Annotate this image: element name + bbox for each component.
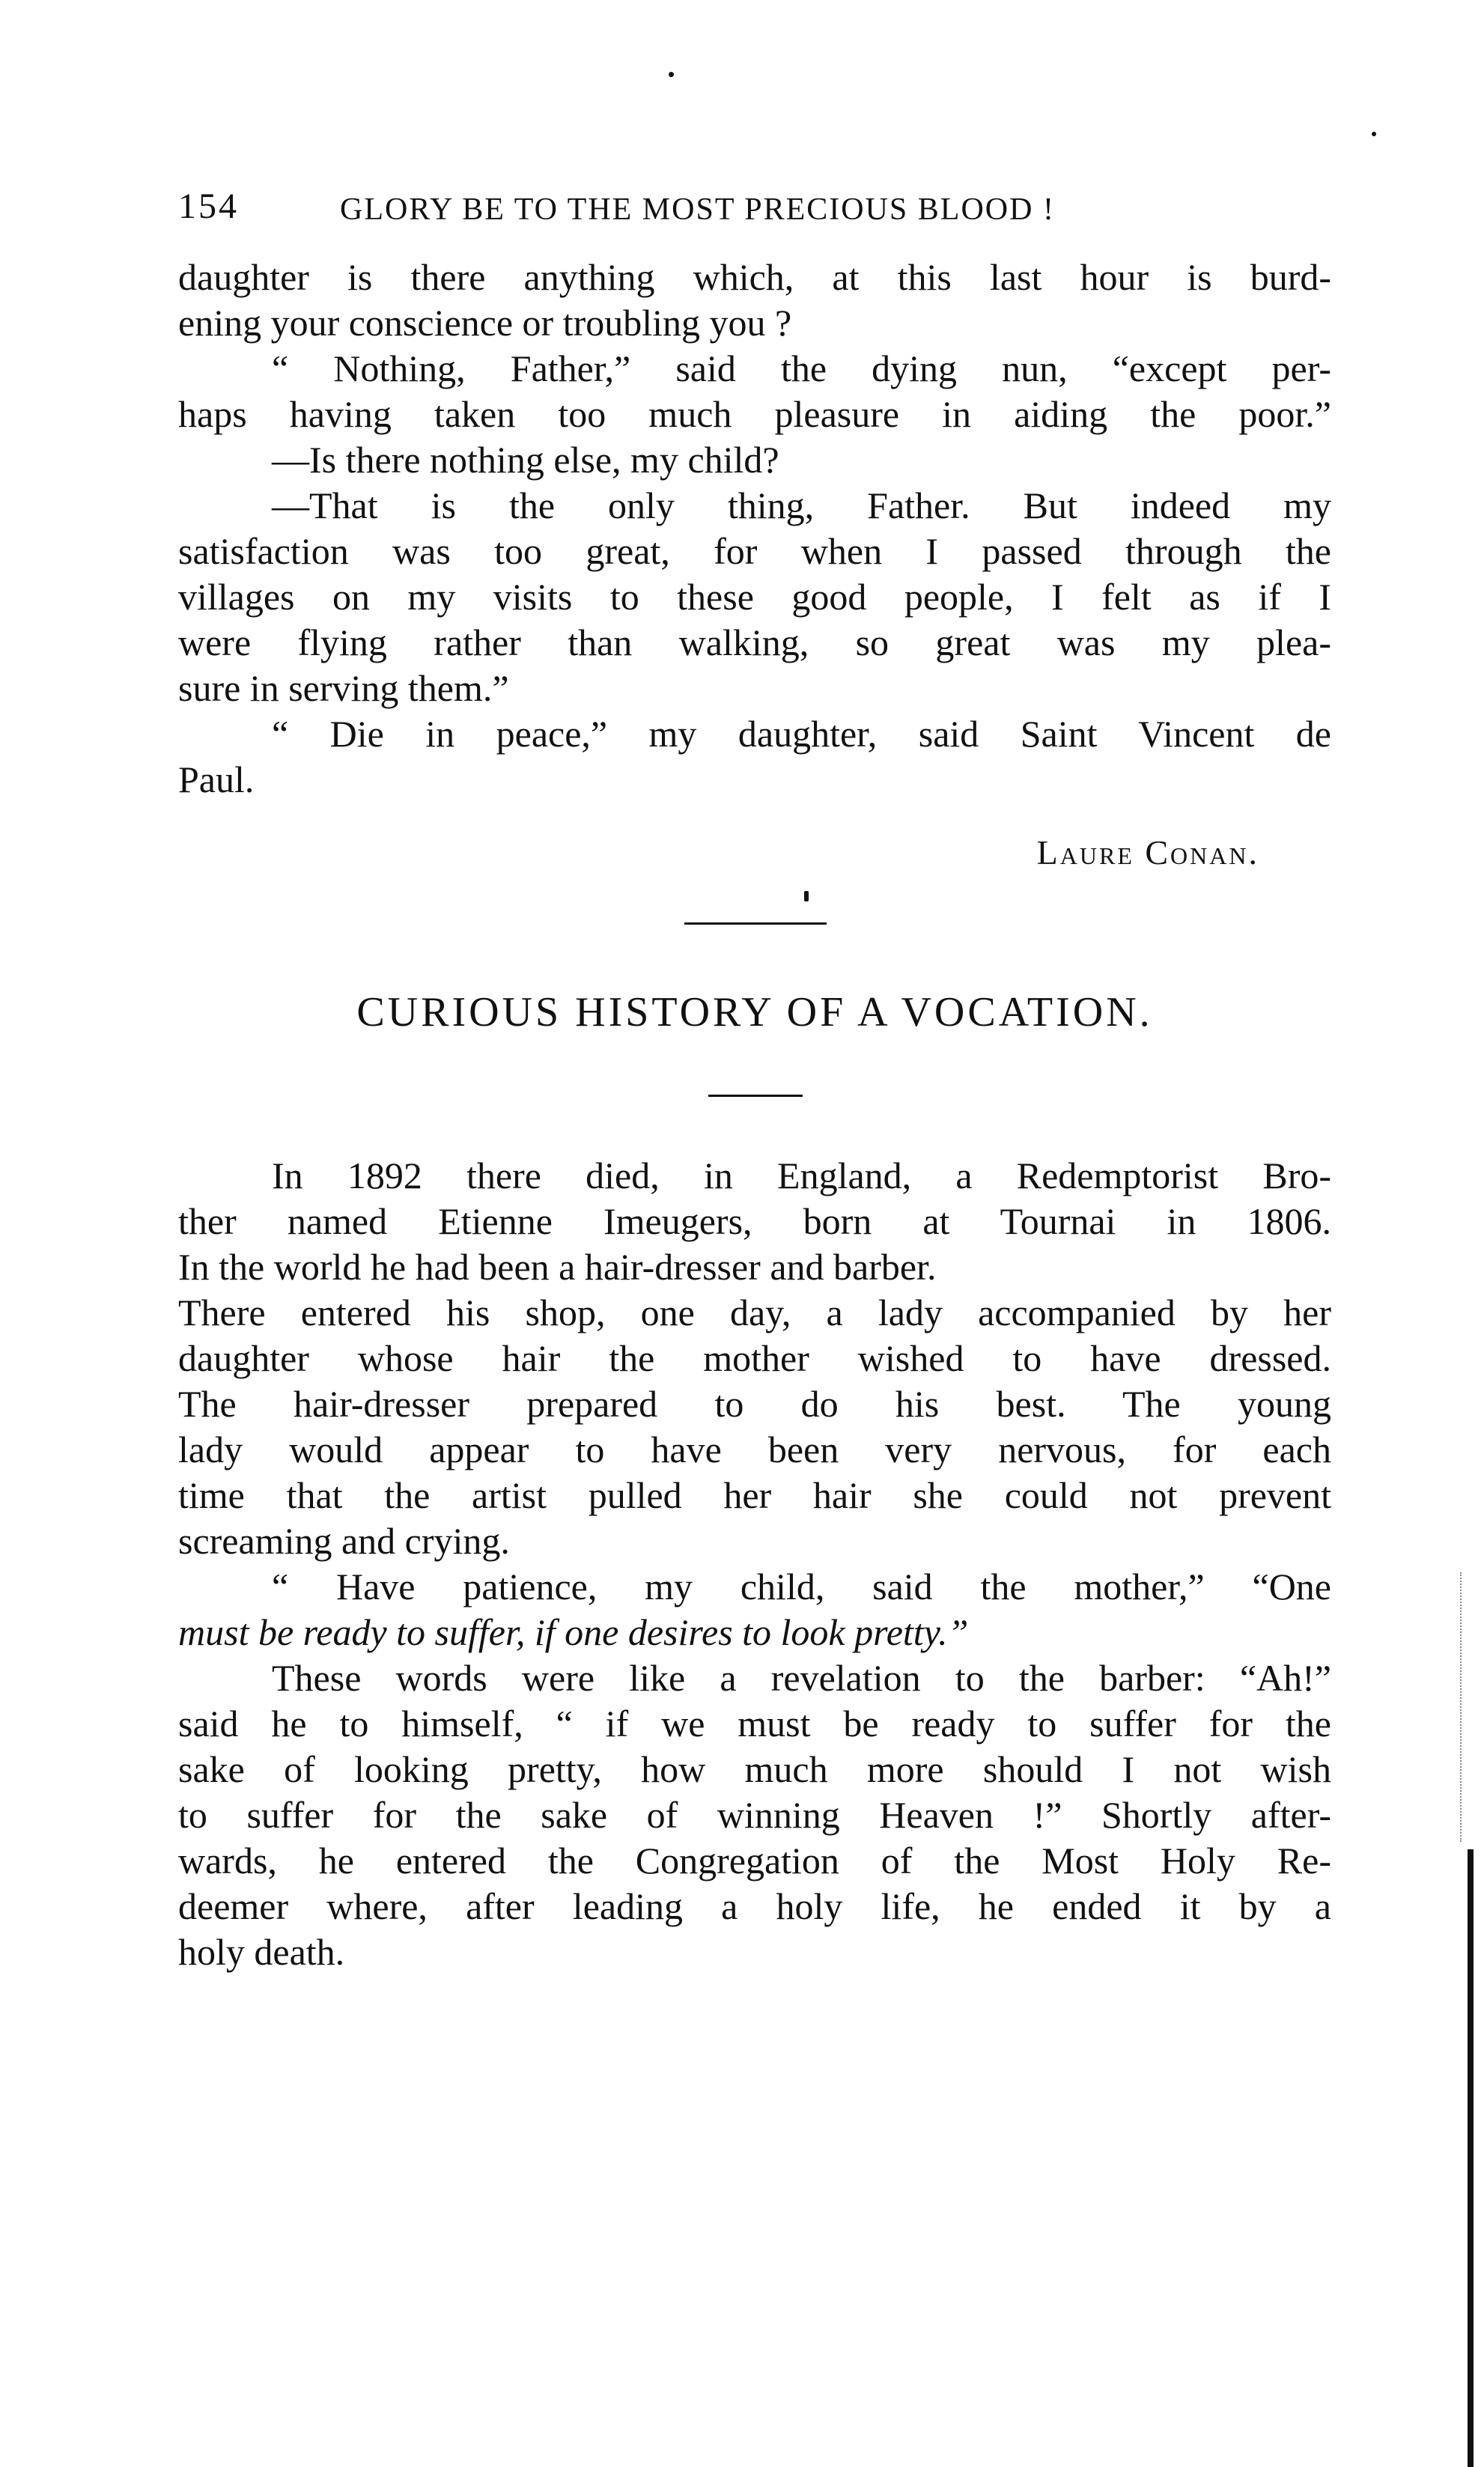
text-line: daughter whose hair the mother wished to have dressed.	[178, 1337, 1331, 1379]
text-line: “ Die in peace,” my daughter, said Saint Vincent de	[272, 713, 1331, 755]
text-line: to suffer for the sake of winning Heaven !” Shortly after-	[178, 1794, 1331, 1836]
section-divider	[684, 922, 827, 925]
page-edge-shadow	[1468, 1849, 1474, 2467]
text-line: Paul.	[178, 758, 255, 800]
text-line: The hair-dresser prepared to do his best. The young	[178, 1383, 1331, 1425]
ink-speck	[669, 72, 674, 77]
text-line: “ Have patience, my child, said the mother,” “One	[272, 1566, 1331, 1607]
ink-speck	[804, 891, 809, 901]
text-line: sake of looking pretty, how much more should I not wish	[178, 1748, 1331, 1790]
ink-speck	[1372, 132, 1376, 136]
text-line: must be ready to suffer, if one desires to look pretty.”	[178, 1611, 969, 1653]
text-line: There entered his shop, one day, a lady accompanied by her	[178, 1292, 1331, 1333]
text-line: lady would appear to have been very nervous, for each	[178, 1429, 1331, 1470]
running-title: GLORY BE TO THE MOST PRECIOUS BLOOD !	[340, 192, 1055, 227]
text-line: —That is the only thing, Father. But indeed my	[272, 484, 1331, 526]
text-line: sure in serving them.”	[178, 667, 509, 709]
page-number: 154	[178, 186, 239, 226]
text-line: wards, he entered the Congregation of the Most Holy Re-	[178, 1840, 1331, 1882]
page-header	[178, 186, 1182, 238]
author-signature: Laure Conan.	[1036, 833, 1259, 871]
text-line: —Is there nothing else, my child?	[272, 439, 779, 481]
text-line: screaming and crying.	[178, 1520, 510, 1562]
text-line: “ Nothing, Father,” said the dying nun, “except per-	[272, 347, 1331, 389]
text-line: In the world he had been a hair-dresser and barber.	[178, 1246, 937, 1288]
text-line: were flying rather than walking, so great was my plea-	[178, 621, 1331, 663]
text-line: ther named Etienne Imeugers, born at Tournai in 1806.	[178, 1200, 1331, 1242]
text-line: villages on my visits to these good people, I felt as if I	[178, 576, 1331, 618]
text-line: In 1892 there died, in England, a Redemptorist Bro-	[272, 1155, 1331, 1196]
text-line: time that the artist pulled her hair she could not prevent	[178, 1474, 1331, 1516]
text-line: These words were like a revelation to the barber: “Ah!”	[272, 1657, 1331, 1699]
story-1-text	[178, 255, 1331, 803]
story-2-text	[178, 1153, 1331, 1975]
text-line: holy death.	[178, 1931, 345, 1973]
page-edge-dots	[1460, 1572, 1463, 1842]
title-underline	[708, 1095, 803, 1097]
text-line: said he to himself, “ if we must be ready to suffer for the	[178, 1703, 1331, 1744]
text-line: deemer where, after leading a holy life, he ended it by a	[178, 1885, 1331, 1927]
text-line: daughter is there anything which, at this last hour is burd-	[178, 256, 1331, 298]
section-title: CURIOUS HISTORY OF A VOCATION.	[356, 989, 1153, 1035]
text-line: haps having taken too much pleasure in aiding the poor.”	[178, 393, 1331, 435]
text-line: satisfaction was too great, for when I passed through the	[178, 530, 1331, 572]
text-line: ening your conscience or troubling you ?	[178, 302, 792, 344]
